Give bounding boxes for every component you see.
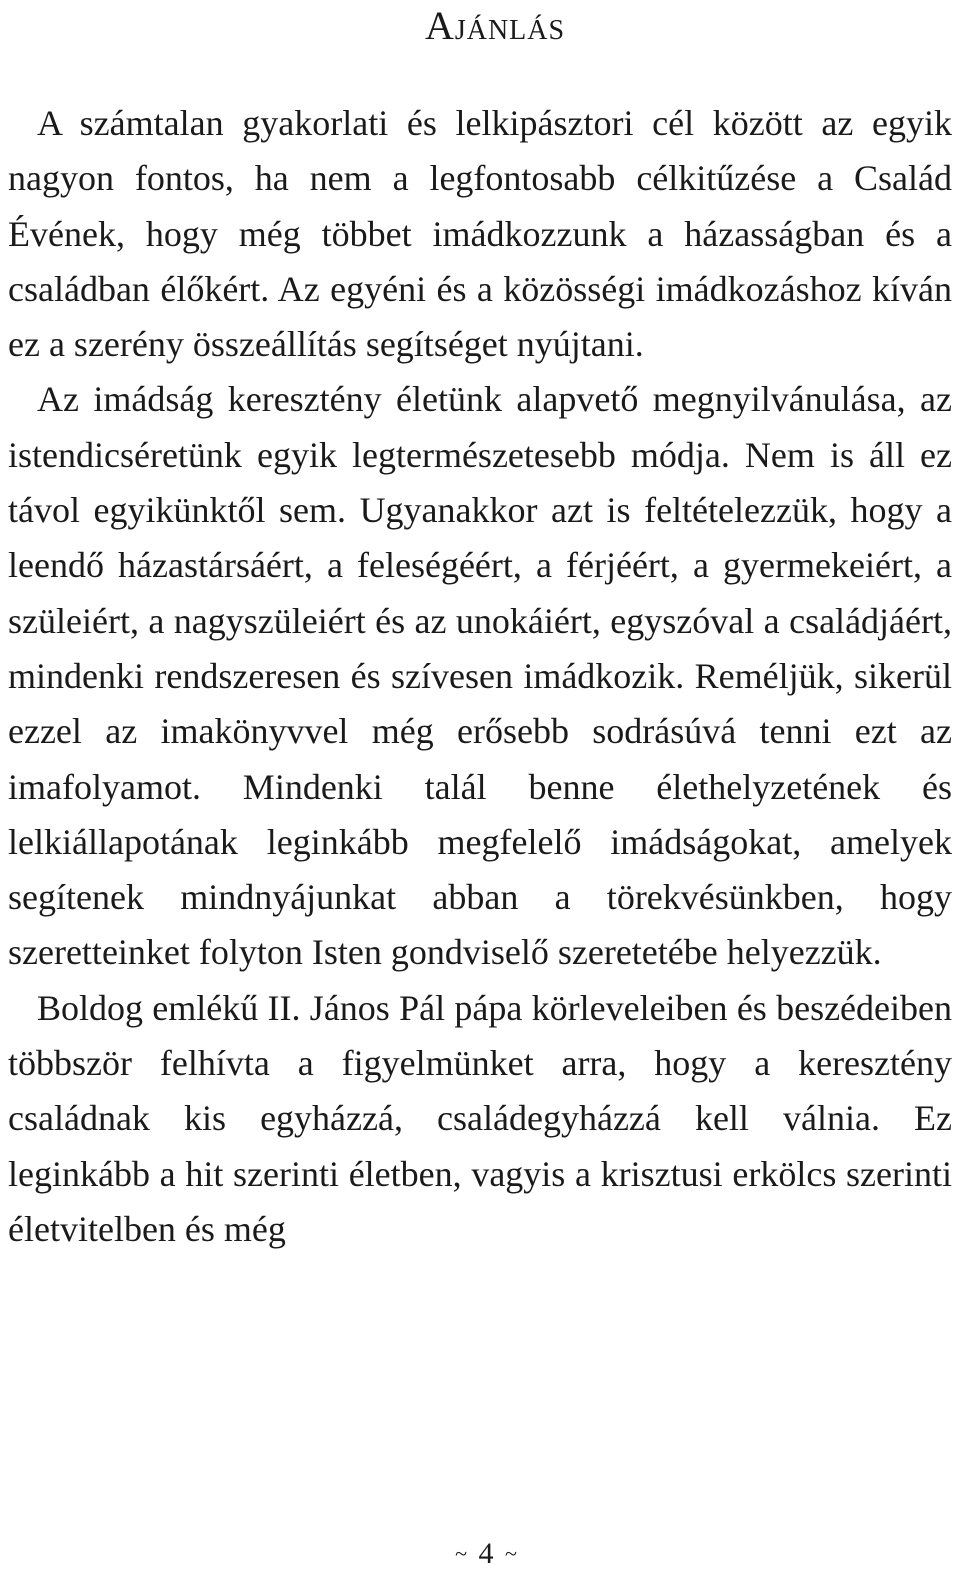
- page-footer: [0, 1532, 960, 1574]
- ornament-right-icon: ~: [505, 1541, 517, 1567]
- body-text: [8, 96, 952, 1257]
- paragraph-2: Az imádság keresztény életünk alapvető megnyilvánulása, az istendicséretünk egyik legtermészetesebb módja. Nem is áll ez távol egyikünktől sem. Ugyanakkor azt is feltételezzük, hogy a leendő házastársáért, a feleségéért, a férjéért, a gyermekeiért, a szüleiért, a nagyszüleiért és az unokáiért, egyszóval a családjáért, mindenki rendszeresen és szívesen imádkozik. Reméljük, sikerül ezzel az imakönyvvel még erősebb sodrásúvá tenni ezt az imafolyamot. Mindenki talál benne élethelyzetének és lelkiállapotának leginkább megfelelő imádságokat, amelyek segítenek mindnyájunkat abban a törekvésünkben, hogy szeretteinket folyton Isten gondviselő szeretetébe helyezzük.: [8, 379, 952, 973]
- chapter-title: Ajánlás: [424, 3, 566, 48]
- paragraph-1: A számtalan gyakorlati és lelkipásztori cél között az egyik nagyon fontos, ha nem a legfontosabb célkitűzése a Család Évének, hogy még többet imádkozzunk a házasságban és a családban élőkért. Az egyéni és a közösségi imádkozáshoz kíván ez a szerény összeállítás segítséget nyújtani.: [8, 103, 952, 365]
- page-number: 4: [478, 1537, 494, 1571]
- paragraph-3: Boldog emlékű II. János Pál pápa körleveleiben és beszédeiben többször felhívta a figyelmünket arra, hogy a keresztény családnak kis egyházzá, családegyházzá kell válnia. Ez leginkább a hit szerinti életben, vagyis a krisztusi erkölcs szerinti életvitelben és még: [8, 987, 952, 1249]
- ornament-left-icon: ~: [455, 1541, 467, 1567]
